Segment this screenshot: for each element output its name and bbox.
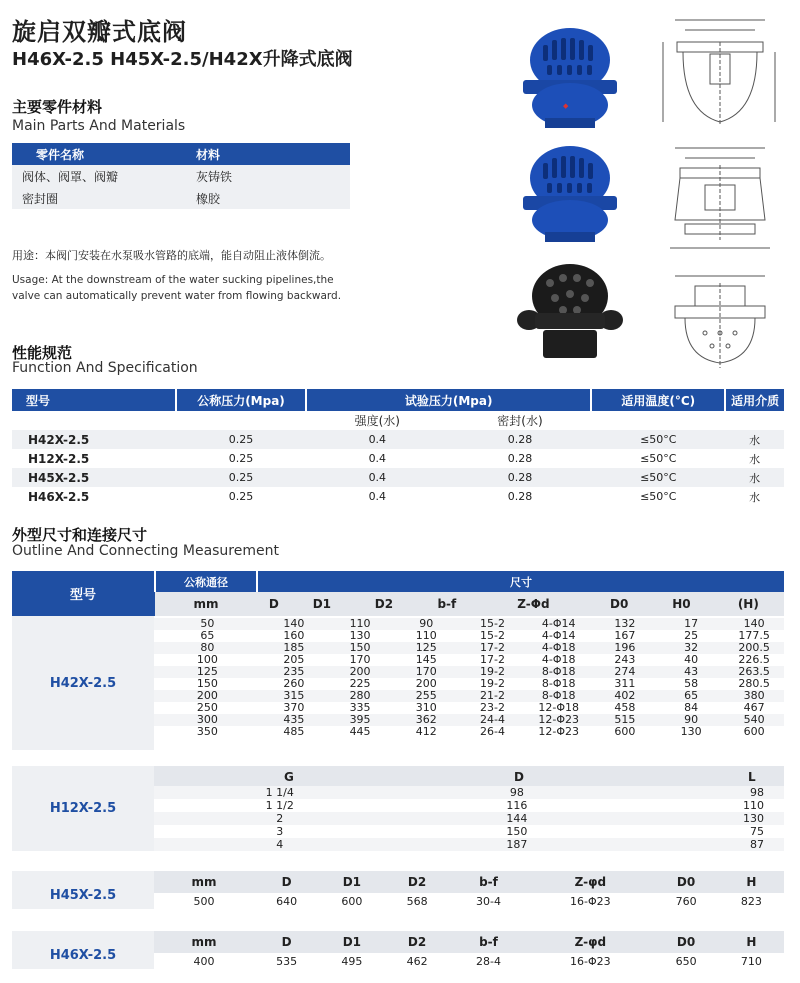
h42-cell: 130 [349, 629, 371, 642]
h42-cell: 200 [415, 677, 437, 690]
materials-table [12, 143, 350, 209]
h45-cell: 500 [193, 894, 215, 908]
h42-cell: 600 [743, 725, 765, 738]
spec-col-temp: 适用温度(°C) [591, 389, 725, 411]
h46-cell: 400 [193, 954, 215, 968]
h42-cell: 225 [349, 677, 371, 690]
spec-sub-seal: 密封(水) [497, 414, 543, 428]
spec-temp: ≤50°C [640, 452, 677, 465]
h45-col-row [12, 871, 784, 893]
h46-col: H [746, 935, 757, 949]
spec-pressure: 0.25 [176, 468, 306, 487]
h42-col: H0 [672, 597, 691, 611]
h12-col-l: L [748, 770, 756, 784]
h42-cell: 226.5 [738, 653, 770, 666]
h42-cell: 311 [614, 677, 636, 690]
valve-photo-black [515, 258, 625, 363]
drawing-h42 [655, 268, 785, 373]
usage-cn: 用途：本阀门安装在水泵吸水管路的底端，能自动阻止液体倒流。 [12, 249, 331, 262]
h12-cell: 75 [750, 825, 764, 838]
h42-row [154, 726, 784, 738]
h12-cell: 187 [506, 838, 528, 851]
h42-cell: 167 [614, 629, 636, 642]
h42-cell: 19-2 [479, 665, 505, 678]
h42-cell: 200.5 [738, 641, 770, 654]
material-value: 灰铸铁 [186, 165, 350, 187]
spec-table [12, 389, 784, 506]
spec-sub-strength: 强度(水) [354, 414, 400, 428]
material-part: 密封圈 [12, 187, 186, 209]
h42-cell: 362 [415, 713, 437, 726]
h42-cell: 8-Φ18 [541, 689, 576, 702]
h42-cell: 140 [743, 617, 765, 630]
h45-col: D [281, 875, 292, 889]
h46-col: D [281, 935, 292, 949]
h45-table [12, 871, 784, 909]
h12-cell: 130 [743, 812, 764, 825]
materials-col-material: 材料 [186, 143, 350, 165]
h12-row [154, 838, 784, 851]
h42-cell: 280 [349, 689, 371, 702]
h46-cell: 16-Φ23 [570, 954, 611, 968]
h45-cell: 640 [276, 894, 298, 908]
h45-col: mm [191, 875, 217, 889]
h42-cell: 80 [200, 641, 215, 654]
spec-row [12, 430, 784, 449]
materials-title-cn: 主要零件材料 [12, 98, 103, 116]
h46-cell: 495 [341, 954, 363, 968]
h12-row [154, 786, 784, 799]
h46-cell: 535 [276, 954, 298, 968]
svg-text:◆: ◆ [563, 102, 569, 110]
h46-col: mm [191, 935, 217, 949]
h42-cell: 280.5 [738, 677, 770, 690]
h45-col: Z-φd [574, 875, 607, 889]
h42-size-header: 尺寸 [257, 571, 784, 592]
h12-cell: 150 [506, 825, 528, 838]
h42-cell: 402 [614, 689, 636, 702]
h42-col: b-f [437, 597, 457, 611]
h42-cell: 250 [196, 701, 218, 714]
h42-cell: 412 [415, 725, 437, 738]
h45-col: D1 [342, 875, 361, 889]
h42-cell: 435 [283, 713, 305, 726]
h12-row [154, 799, 784, 812]
h42-cell: 43 [684, 665, 699, 678]
h12-cell: 116 [506, 799, 528, 812]
valve-photo-blue-2 [515, 140, 625, 245]
h46-cell: 28-4 [476, 954, 501, 968]
h46-model: H46X-2.5 [12, 931, 154, 969]
h12-col-g: G [284, 770, 294, 784]
h42-cell: 260 [283, 677, 305, 690]
spec-medium: 水 [725, 430, 784, 449]
spec-strength: 0.4 [368, 490, 387, 503]
h42-cell: 12-Φ23 [538, 713, 579, 726]
spec-medium: 水 [749, 452, 761, 466]
h12-col-d: D [514, 770, 524, 784]
materials-col-part: 零件名称 [12, 143, 186, 165]
h42-cell: 125 [415, 641, 437, 654]
h42-cell: 350 [196, 725, 218, 738]
materials-title-en: Main Parts And Materials [12, 118, 186, 134]
h42-body [154, 618, 784, 738]
h42-cell: 25 [684, 629, 699, 642]
spec-strength: 0.4 [306, 430, 449, 449]
spec-header-row [12, 389, 784, 411]
h42-cell: 100 [196, 653, 218, 666]
h42-col: D [268, 597, 279, 611]
h12-row [154, 825, 784, 838]
spec-temp: ≤50°C [591, 468, 725, 487]
h46-cell: 710 [740, 954, 762, 968]
h42-cell: 32 [684, 641, 699, 654]
h45-col: D2 [407, 875, 427, 889]
h42-cell: 274 [614, 665, 636, 678]
h42-table [12, 571, 784, 616]
h42-cell: 110 [349, 617, 371, 630]
outline-title-en: Outline And Connecting Measurement [12, 543, 279, 559]
page-title: 旋启双瓣式底阀 [12, 18, 187, 46]
h42-cell: 235 [283, 665, 305, 678]
h45-col: b-f [479, 875, 498, 889]
h42-cell: 445 [349, 725, 371, 738]
spec-subheader-row [12, 411, 784, 430]
h42-cell: 177.5 [738, 629, 770, 642]
h42-cell: 200 [349, 665, 371, 678]
h46-cell: 650 [675, 954, 697, 968]
h12-cell: 98 [750, 786, 764, 799]
h12-cell: 2 [276, 812, 284, 825]
h46-col: D2 [407, 935, 427, 949]
spec-seal: 0.28 [449, 430, 592, 449]
h46-col-row [12, 931, 784, 953]
spec-title-cn: 性能规范 [12, 344, 73, 362]
h42-cell: 90 [419, 617, 434, 630]
h45-cell: 568 [406, 894, 428, 908]
h42-cell: 21-2 [479, 689, 505, 702]
h42-cell: 185 [283, 641, 305, 654]
h42-cell: 65 [684, 689, 699, 702]
h45-cell: 16-Φ23 [570, 894, 611, 908]
h42-cell: 370 [283, 701, 305, 714]
h42-col: D0 [610, 597, 629, 611]
h12-model: H12X-2.5 [12, 766, 154, 851]
spec-medium: 水 [725, 468, 784, 487]
h42-cell: 170 [349, 653, 371, 666]
outline-title-cn: 外型尺寸和连接尺寸 [12, 526, 148, 544]
h42-cell: 458 [614, 701, 636, 714]
spec-row [12, 449, 784, 468]
spec-strength: 0.4 [368, 452, 387, 465]
drawing-h45 [655, 140, 785, 255]
h12-cell: 98 [509, 786, 524, 799]
h42-cell: 380 [743, 689, 765, 702]
spec-pressure: 0.25 [228, 452, 254, 465]
spec-pressure: 0.25 [176, 430, 306, 449]
spec-title-en: Function And Specification [12, 360, 198, 376]
h42-cell: 4-Φ14 [541, 617, 576, 630]
h42-cell: 17-2 [479, 641, 505, 654]
h42-cell: 15-2 [479, 617, 505, 630]
h42-cell: 125 [196, 665, 218, 678]
h42-col: Z-Φd [517, 597, 550, 611]
h46-col: D1 [342, 935, 361, 949]
materials-row [12, 187, 350, 209]
h42-cell: 8-Φ18 [541, 665, 576, 678]
spec-col-pressure: 公称压力(Mpa) [176, 389, 306, 411]
h42-cell: 300 [196, 713, 218, 726]
h45-col: D0 [676, 875, 696, 889]
spec-seal: 0.28 [449, 468, 592, 487]
materials-header-row [12, 143, 350, 165]
h42-cell: 140 [283, 617, 305, 630]
h46-col: b-f [479, 935, 498, 949]
h42-cell: 600 [614, 725, 636, 738]
h42-cell: 4-Φ14 [541, 629, 576, 642]
usage-en: Usage: At the downstream of the water sucking pipelines,the valve can automatically prevent water from flowing backward. [12, 274, 342, 302]
h42-cell: 58 [684, 677, 699, 690]
h42-cell: 90 [684, 713, 699, 726]
spec-seal: 0.28 [507, 452, 533, 465]
h12-cell: 3 [276, 825, 284, 838]
h42-col: D2 [374, 597, 394, 611]
h12-cell: 1 1/4 [265, 786, 294, 799]
h42-cell: 160 [283, 629, 305, 642]
h46-cell: 462 [406, 954, 428, 968]
material-value: 橡胶 [186, 187, 350, 209]
h42-cell: 200 [196, 689, 218, 702]
h45-model: H45X-2.5 [12, 871, 154, 909]
h12-cell: 110 [743, 799, 764, 812]
h45-cell: 823 [740, 894, 762, 908]
h42-cell: 26-4 [479, 725, 505, 738]
valve-photo-blue-1 [515, 20, 625, 130]
spec-pressure: 0.25 [228, 490, 254, 503]
h46-col: D0 [676, 935, 696, 949]
h45-col: H [746, 875, 757, 889]
h42-model-header: 型号 [12, 571, 155, 616]
h42-cell: 132 [614, 617, 636, 630]
h42-cell: 170 [415, 665, 437, 678]
material-part: 阀体、阀罩、阀瓣 [12, 165, 186, 187]
spec-model: H46X-2.5 [28, 489, 90, 504]
h45-cell: 30-4 [476, 894, 501, 908]
h42-cell: 24-4 [479, 713, 505, 726]
h42-cell: 4-Φ18 [541, 641, 576, 654]
h12-cell: 4 [276, 838, 284, 851]
h12-cell: 1 1/2 [265, 799, 294, 812]
spec-strength: 0.4 [306, 468, 449, 487]
h42-cell: 65 [200, 629, 215, 642]
drawing-h46 [655, 12, 785, 132]
h46-table [12, 931, 784, 969]
spec-temp: ≤50°C [640, 490, 677, 503]
h42-model: H42X-2.5 [12, 616, 154, 750]
spec-col-test: 试验压力(Mpa) [306, 389, 591, 411]
spec-col-model: 型号 [12, 389, 176, 411]
h42-cell: 17 [684, 617, 699, 630]
h12-cell: 144 [506, 812, 528, 825]
h12-row [154, 812, 784, 825]
h42-cell: 205 [283, 653, 305, 666]
h42-cell: 12-Φ18 [538, 701, 579, 714]
h42-dn-header: 公称通径 [155, 571, 257, 592]
h12-body [154, 786, 784, 851]
h42-cell: 4-Φ18 [541, 653, 576, 666]
h42-cell: 315 [283, 689, 305, 702]
spec-model: H45X-2.5 [12, 468, 176, 487]
spec-seal: 0.28 [507, 490, 533, 503]
spec-model: H12X-2.5 [28, 451, 90, 466]
page-subtitle: H46X-2.5 H45X-2.5/H42X升降式底阀 [12, 49, 353, 70]
h12-cell: 87 [750, 838, 764, 851]
h42-cell: 255 [415, 689, 437, 702]
h42-cell: 130 [680, 725, 702, 738]
h42-cell: 40 [684, 653, 699, 666]
h42-cell: 110 [415, 629, 437, 642]
spec-row [12, 487, 784, 506]
h42-col: (H) [737, 597, 759, 611]
h42-cell: 467 [743, 701, 765, 714]
h42-cell: 17-2 [479, 653, 505, 666]
h46-col: Z-φd [574, 935, 607, 949]
h42-cell: 12-Φ23 [538, 725, 579, 738]
materials-row [12, 165, 350, 187]
h42-cell: 243 [614, 653, 636, 666]
h42-col: mm [193, 597, 219, 611]
h42-cell: 23-2 [479, 701, 505, 714]
h42-cell: 15-2 [479, 629, 505, 642]
h45-cell: 600 [341, 894, 363, 908]
h42-cell: 485 [283, 725, 305, 738]
h42-cell: 335 [349, 701, 371, 714]
h42-cell: 8-Φ18 [541, 677, 576, 690]
h42-cell: 515 [614, 713, 636, 726]
h42-cell: 50 [200, 617, 215, 630]
h42-cell: 310 [415, 701, 437, 714]
h42-cell: 263.5 [738, 665, 770, 678]
h42-cell: 196 [614, 641, 636, 654]
h45-cell: 760 [675, 894, 697, 908]
spec-col-medium: 适用介质 [725, 389, 784, 411]
h42-cell: 540 [743, 713, 765, 726]
h42-cell: 19-2 [479, 677, 505, 690]
h42-cell: 150 [349, 641, 371, 654]
spec-temp: ≤50°C [591, 430, 725, 449]
spec-row [12, 468, 784, 487]
h42-col: D1 [312, 597, 331, 611]
spec-medium: 水 [749, 490, 761, 504]
h42-cell: 395 [349, 713, 371, 726]
h42-cell: 145 [415, 653, 437, 666]
h42-cell: 84 [684, 701, 699, 714]
h42-cell: 150 [196, 677, 218, 690]
spec-model: H42X-2.5 [12, 430, 176, 449]
